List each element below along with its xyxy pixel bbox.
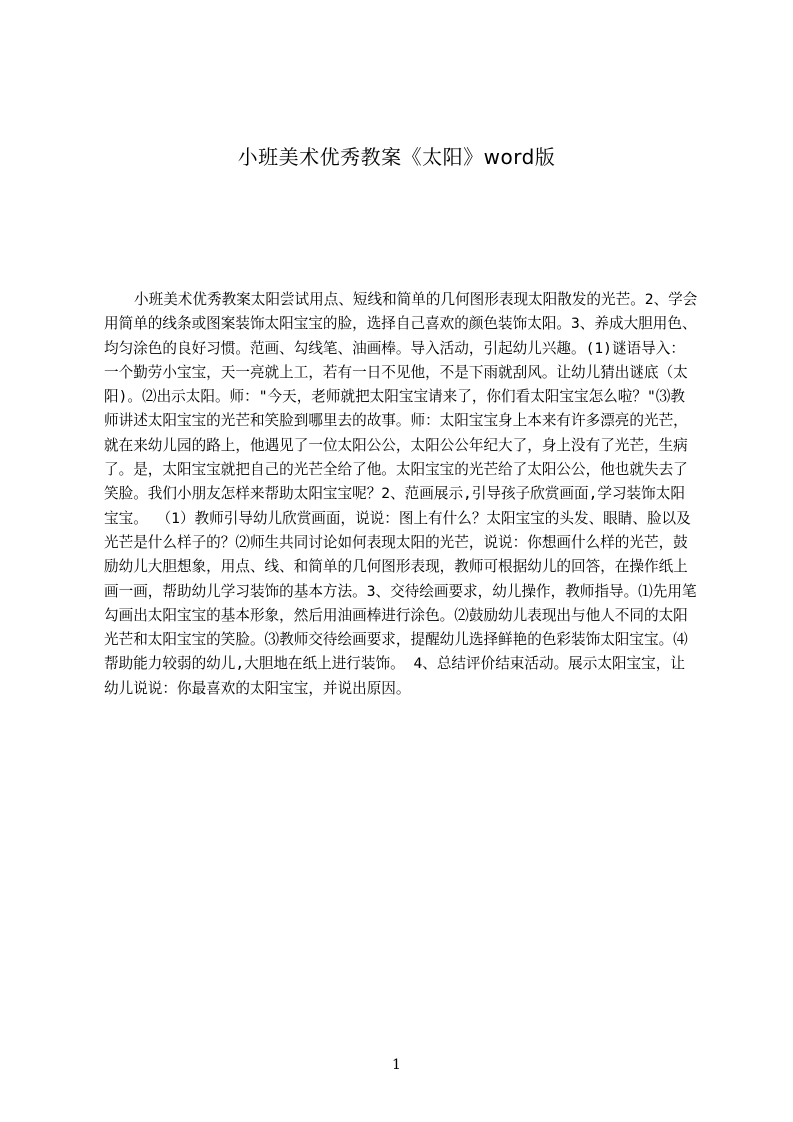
document-title: 小班美术优秀教案《太阳》word版 [237,145,556,169]
page-number: 1 [392,1057,401,1073]
document-body: 小班美术优秀教案太阳尝试用点、短线和简单的几何图形表现太阳散发的光芒。2、学会用简单的线条或图案装饰太阳宝宝的脸，选择自己喜欢的颜色装饰太阳。3、养成大胆用色、均匀涂色的良好习惯。范画、勾线笔、油画棒。导入活动，引起幼儿兴趣。(1)谜语导入：一个勤劳小宝宝，天一亮就上工，若有一日不见他，不是下雨就刮风。让幼儿猜出谜底（太阳)。⑵出示太阳。师："今天，老师就把太阳宝宝请来了，你们看太阳宝宝怎么啦？"⑶教师讲述太阳宝宝的光芒和笑脸到哪里去的故事。师：太阳宝宝身上本来有许多漂亮的光芒，就在来幼儿园的路上，他遇见了一位太阳公公，太阳公公年纪大了，身上没有了光芒，生病了。是，太阳宝宝就把自己的光芒全给了他。太阳宝宝的光芒给了太阳公公，他也就失去了笑脸。我们小朋友怎样来帮助太阳宝宝呢？2、范画展示,引导孩子欣赏画面,学习装饰太阳宝宝。 （1）教师引导幼儿欣赏画面，说说：图上有什么？太阳宝宝的头发、眼睛、脸以及光芒是什么样子的？⑵师生共同讨论如何表现太阳的光芒，说说：你想画什么样的光芒，鼓励幼儿大胆想象，用点、线、和简单的几何图形表现，教师可根据幼儿的回答，在操作纸上画一画，帮助幼儿学习装饰的基本方法。3、交待绘画要求，幼儿操作，教师指导。⑴先用笔勾画出太阳宝宝的基本形象，然后用油画棒进行涂色。⑵鼓励幼儿表现出与他人不同的太阳光芒和太阳宝宝的笑脸。⑶教师交待绘画要求，提醒幼儿选择鲜艳的色彩装饰太阳宝宝。⑷帮助能力较弱的幼儿,大胆地在纸上进行装饰。 4、总结评价结束活动。展示太阳宝宝，让幼儿说说：你最喜欢的太阳宝宝，并说出原因。 [104,291,698,697]
